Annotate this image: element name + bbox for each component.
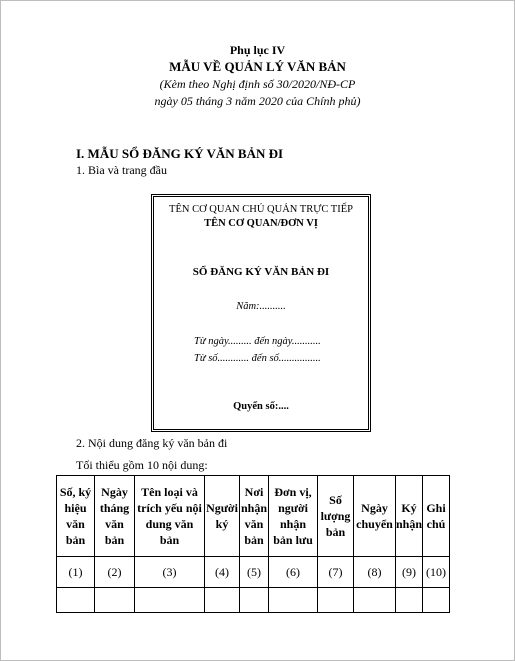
empty-cell xyxy=(318,588,354,613)
column-header: Nơi nhận văn bản xyxy=(240,476,269,557)
empty-cell xyxy=(205,588,240,613)
column-number: (5) xyxy=(240,557,269,588)
column-number: (7) xyxy=(318,557,354,588)
column-header: Ký nhận xyxy=(396,476,423,557)
reference-line-2: ngày 05 tháng 3 năm 2020 của Chính phủ) xyxy=(154,94,361,108)
empty-cell xyxy=(354,588,396,613)
table-empty-row xyxy=(57,588,450,613)
empty-cell xyxy=(269,588,318,613)
column-number: (1) xyxy=(57,557,95,588)
section-heading: I. MẪU SỔ ĐĂNG KÝ VĂN BẢN ĐI xyxy=(76,146,284,161)
table-header-row xyxy=(57,476,450,557)
reference-line-1: (Kèm theo Nghị định số 30/2020/NĐ-CP xyxy=(159,77,356,91)
subsection-cover: 1. Bìa và trang đầu xyxy=(76,163,167,177)
cover-year: Năm:.......... xyxy=(236,301,286,312)
column-number: (9) xyxy=(396,557,423,588)
column-header: Ghi chú xyxy=(423,476,450,557)
column-header: Số lượng bản xyxy=(318,476,354,557)
appendix-label: Phụ lục IV xyxy=(229,43,286,57)
empty-cell xyxy=(423,588,450,613)
column-header: Ngày tháng văn bản xyxy=(95,476,135,557)
column-header: Tên loại và trích yếu nội dung văn bản xyxy=(135,476,205,557)
register-table xyxy=(56,475,450,613)
table-number-row xyxy=(57,557,450,588)
cover-volume: Quyển số:.... xyxy=(233,401,289,412)
column-header: Người ký xyxy=(205,476,240,557)
column-header: Số, ký hiệu văn bản xyxy=(57,476,95,557)
column-number: (2) xyxy=(95,557,135,588)
cover-book-title: SỔ ĐĂNG KÝ VĂN BẢN ĐI xyxy=(192,266,330,278)
empty-cell xyxy=(57,588,95,613)
empty-cell xyxy=(95,588,135,613)
column-number: (3) xyxy=(135,557,205,588)
document-title: MẪU VỀ QUẢN LÝ VĂN BẢN xyxy=(169,59,346,74)
cover-page-box xyxy=(151,194,371,432)
column-number: (4) xyxy=(205,557,240,588)
column-header: Đơn vị, người nhận bản lưu xyxy=(269,476,318,557)
cover-agency: TÊN CƠ QUAN/ĐƠN VỊ xyxy=(204,218,318,229)
cover-number-range: Từ số............ đến số................ xyxy=(194,353,321,364)
column-number: (10) xyxy=(423,557,450,588)
column-number: (6) xyxy=(269,557,318,588)
empty-cell xyxy=(396,588,423,613)
empty-cell xyxy=(240,588,269,613)
cover-date-range: Từ ngày......... đến ngày........... xyxy=(194,336,321,347)
subsection-content: 2. Nội dung đăng ký văn bản đi xyxy=(76,436,228,450)
column-header: Ngày chuyển xyxy=(354,476,396,557)
cover-agency-parent: TÊN CƠ QUAN CHỦ QUẢN TRỰC TIẾP xyxy=(169,204,353,215)
column-number: (8) xyxy=(354,557,396,588)
minimum-content-note: Tối thiểu gồm 10 nội dung: xyxy=(76,458,208,472)
empty-cell xyxy=(135,588,205,613)
